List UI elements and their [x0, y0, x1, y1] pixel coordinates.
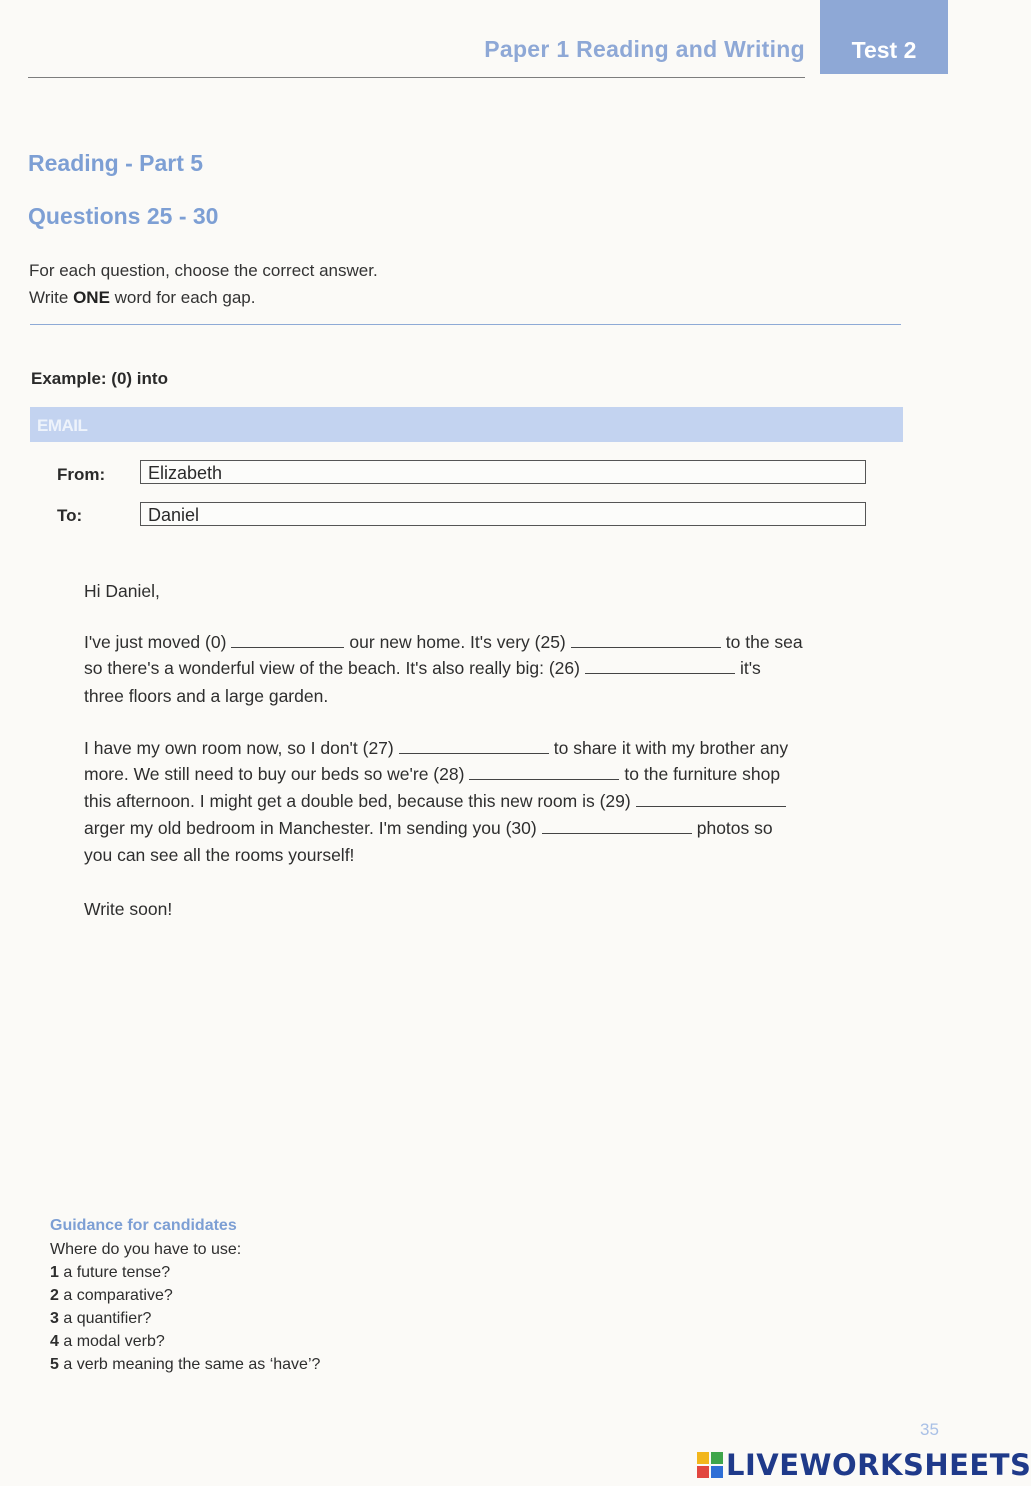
text-segment: I've just moved (0): [84, 632, 227, 652]
text-segment: it's: [739, 658, 761, 678]
letter-paragraph-2-line-3: [84, 788, 791, 815]
email-bar-label: EMAIL: [37, 416, 88, 435]
instruction-line-1: For each question, choose the correct answer.: [29, 261, 378, 280]
gap-30-input[interactable]: [542, 819, 692, 834]
to-field: [140, 502, 866, 526]
guidance-item: [50, 1356, 320, 1374]
gap-0-example: [231, 633, 344, 648]
instruction-line-2: [29, 288, 255, 308]
guidance-item-number: 1: [50, 1264, 59, 1281]
paper-title: Paper 1 Reading and Writing: [484, 36, 805, 62]
header-divider: [28, 77, 805, 78]
gap-28-input[interactable]: [469, 765, 619, 780]
test-tab: [820, 0, 948, 74]
instruction-emphasis: ONE: [73, 288, 110, 307]
section-divider: [30, 324, 901, 325]
letter-paragraph-1-line-3: three floors and a large garden.: [84, 686, 329, 706]
letter-paragraph-2-line-4: [84, 815, 773, 842]
questions-title: Questions 25 - 30: [28, 203, 219, 229]
gap-29-input[interactable]: [636, 792, 786, 807]
liveworksheets-watermark: [697, 1448, 1031, 1482]
guidance-item-number: 2: [50, 1287, 59, 1304]
text-segment: to share it with my brother any: [553, 738, 789, 758]
gap-25-input[interactable]: [571, 633, 721, 648]
logo-square: [697, 1466, 709, 1478]
guidance-item-number: 5: [50, 1356, 59, 1373]
instruction-prefix: Write: [29, 288, 74, 307]
letter-greeting: Hi Daniel,: [84, 581, 160, 601]
guidance-item-text: a quantifier?: [58, 1310, 152, 1327]
letter-paragraph-1-line-1: [84, 629, 803, 656]
page-number: 35: [920, 1420, 939, 1439]
guidance-item: [50, 1310, 151, 1328]
guidance-intro: Where do you have to use:: [50, 1241, 242, 1258]
to-value: Daniel: [148, 505, 200, 525]
guidance-item: [50, 1287, 173, 1305]
from-value: Elizabeth: [148, 463, 223, 483]
guidance-item-number: 3: [50, 1310, 59, 1327]
text-segment: I have my own room now, so I don't (27): [84, 738, 394, 758]
gap-27-input[interactable]: [399, 739, 549, 754]
text-segment: photos so: [696, 818, 773, 838]
letter-paragraph-2-line-1: [84, 735, 788, 762]
guidance-item: [50, 1264, 170, 1282]
guidance-item-text: a future tense?: [58, 1264, 171, 1281]
text-segment: arger my old bedroom in Manchester. I'm sending you (30): [84, 818, 537, 838]
gap-26-input[interactable]: [585, 659, 735, 674]
email-header-bar: [30, 407, 903, 442]
logo-square: [711, 1452, 723, 1464]
instruction-suffix: word for each gap.: [109, 288, 256, 307]
text-segment: so there's a wonderful view of the beach. It's also really big: (26): [84, 658, 580, 678]
guidance-item-text: a comparative?: [58, 1287, 173, 1304]
test-tab-label: Test 2: [851, 37, 917, 63]
example-answer: Example: (0) into: [31, 369, 168, 388]
guidance-title: Guidance for candidates: [50, 1217, 237, 1234]
to-label: To:: [57, 506, 83, 525]
guidance-item: [50, 1333, 165, 1351]
from-label: From:: [57, 465, 106, 484]
liveworksheets-logo-text: LIVEWORKSHEETS: [726, 1448, 1031, 1482]
letter-paragraph-2-line-2: [84, 761, 780, 788]
letter-paragraph-2-line-5: you can see all the rooms yourself!: [84, 845, 355, 865]
text-segment: to the sea: [725, 632, 803, 652]
text-segment: this afternoon. I might get a double bed, because this new room is (29): [84, 791, 631, 811]
text-segment: our new home. It's very (25): [349, 632, 566, 652]
letter-closing: Write soon!: [84, 899, 173, 919]
logo-square: [697, 1452, 709, 1464]
logo-square: [711, 1466, 723, 1478]
part-title: Reading - Part 5: [28, 150, 204, 176]
text-segment: more. We still need to buy our beds so we're (28): [84, 764, 465, 784]
guidance-item-text: a verb meaning the same as ‘have’?: [58, 1356, 321, 1373]
guidance-item-number: 4: [50, 1333, 59, 1350]
from-field: [140, 460, 866, 484]
guidance-item-text: a modal verb?: [58, 1333, 165, 1350]
letter-paragraph-1-line-2: [84, 655, 761, 682]
text-segment: to the furniture shop: [624, 764, 781, 784]
liveworksheets-logo-icon: [697, 1452, 723, 1478]
